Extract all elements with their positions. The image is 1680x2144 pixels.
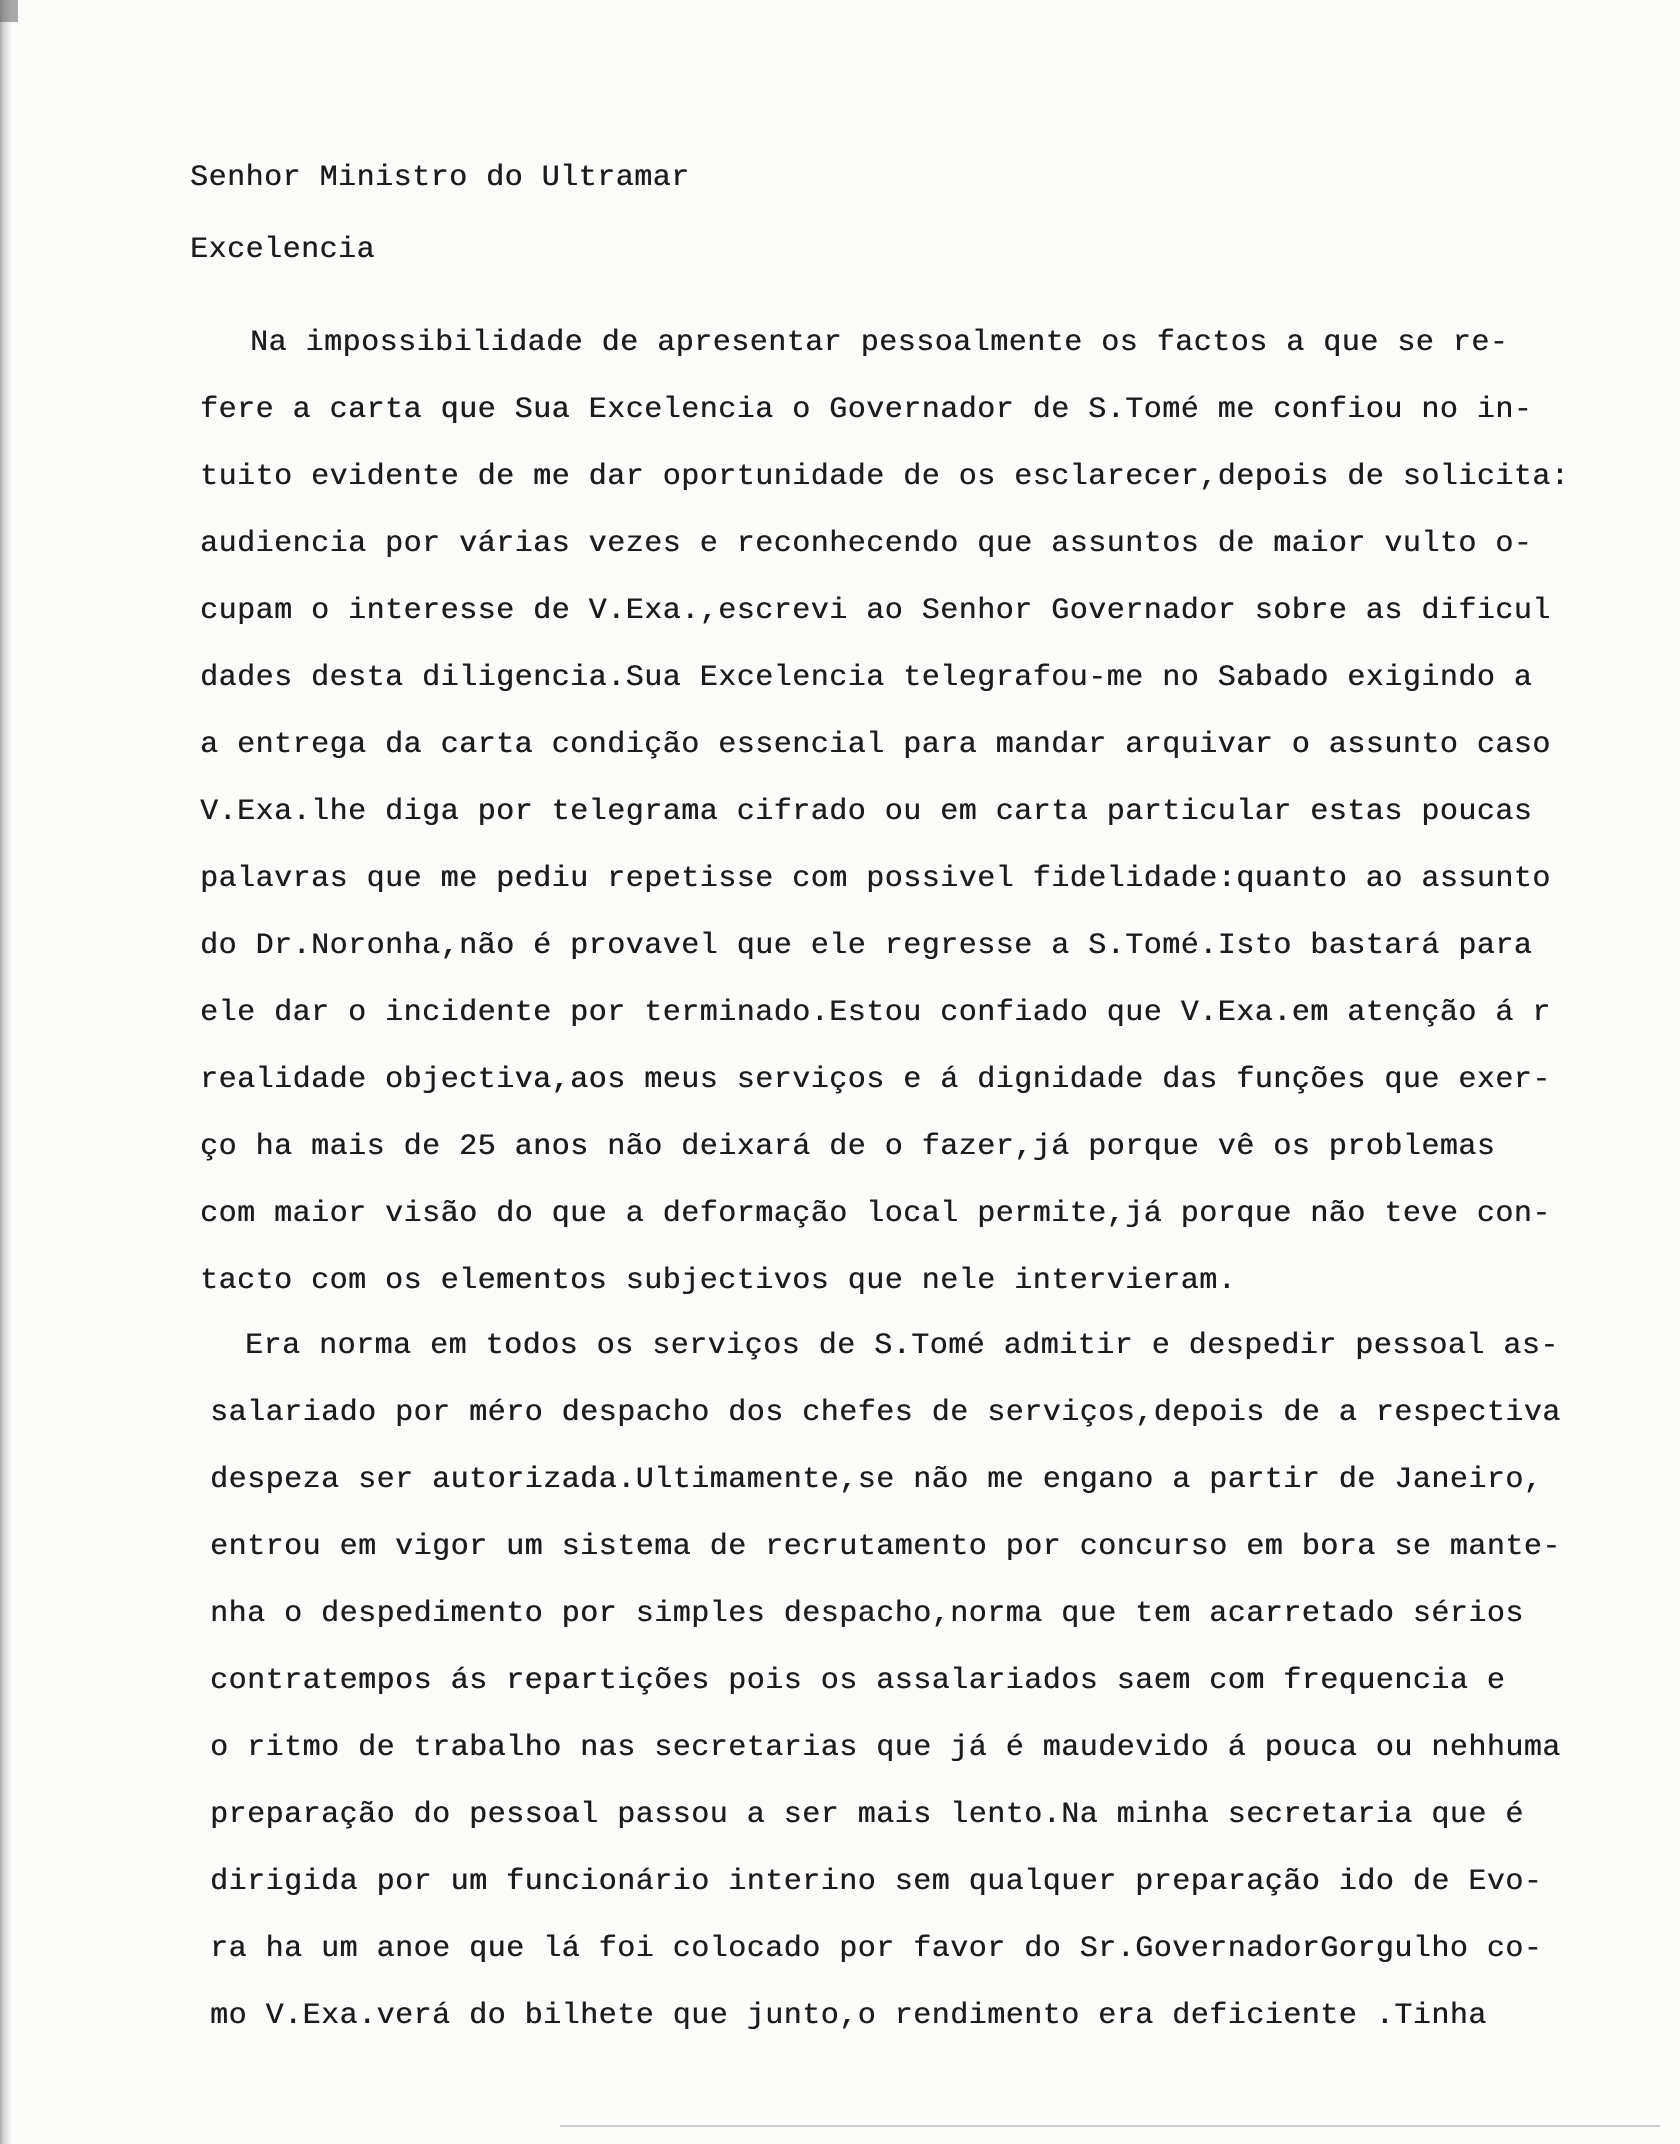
paragraph1-line: dades desta diligencia.Sua Excelencia telegrafou-me no Sabado exigindo a [200,661,1533,695]
paragraph2-line: salariado por méro despacho dos chefes de serviços,depois de a respectiva [210,1396,1561,1430]
paragraph2-line: contratempos ás repartições pois os assalariados saem com frequencia e [210,1664,1506,1698]
paragraph1-line: ço ha mais de 25 anos não deixará de o fazer,já porque vê os problemas [200,1130,1496,1164]
scan-corner-mark [0,0,18,22]
paragraph2-line: o ritmo de trabalho nas secretarias que já é maudevido á pouca ou nehhuma [210,1731,1561,1765]
paragraph1-line: do Dr.Noronha,não é provavel que ele regresse a S.Tomé.Isto bastará para [200,929,1533,963]
paragraph1-line: V.Exa.lhe diga por telegrama cifrado ou em carta particular estas poucas [200,795,1533,829]
paragraph2-line: nha o despedimento por simples despacho,norma que tem acarretado sérios [210,1597,1524,1631]
paragraph2-line: ra ha um anoe que lá foi colocado por favor do Sr.GovernadorGorgulho co- [210,1932,1543,1966]
paragraph2-line: entrou em vigor um sistema de recrutamento por concurso em bora se mante- [210,1530,1561,1564]
scan-bottom-line [560,2125,1660,2127]
paragraph1-line: com maior visão do que a deformação local permite,já porque não teve con- [200,1197,1551,1231]
paragraph1-line: cupam o interesse de V.Exa.,escrevi ao Senhor Governador sobre as dificul [200,594,1551,628]
paragraph2-line: preparação do pessoal passou a ser mais lento.Na minha secretaria que é [210,1798,1524,1832]
paragraph1-line: tuito evidente de me dar oportunidade de os esclarecer,depois de solicita: [200,460,1570,494]
paragraph1-line: ele dar o incidente por terminado.Estou confiado que V.Exa.em atenção á r [200,996,1551,1030]
paragraph1-line: tacto com os elementos subjectivos que nele intervieram. [200,1264,1237,1298]
salutation: Senhor Ministro do Ultramar [190,161,690,195]
paragraph1-line: realidade objectiva,aos meus serviços e á dignidade das funções que exer- [200,1063,1551,1097]
paragraph1-line: Na impossibilidade de apresentar pessoalmente os factos a que se re- [250,326,1509,360]
paragraph1-line: a entrega da carta condição essencial para mandar arquivar o assunto caso [200,728,1551,762]
paragraph2-line: Era norma em todos os serviços de S.Tomé admitir e despedir pessoal as- [245,1329,1559,1363]
paragraph1-line: audiencia por várias vezes e reconhecendo que assuntos de maior vulto o- [200,527,1533,561]
paragraph2-line: dirigida por um funcionário interino sem qualquer preparação ido de Evo- [210,1865,1543,1899]
scan-edge-shadow [0,0,12,2144]
paragraph2-line: despeza ser autorizada.Ultimamente,se não me engano a partir de Janeiro, [210,1463,1543,1497]
paragraph1-line: palavras que me pediu repetisse com possivel fidelidade:quanto ao assunto [200,862,1551,896]
address-line: Excelencia [190,233,376,267]
paragraph2-line: mo V.Exa.verá do bilhete que junto,o rendimento era deficiente .Tinha [210,1999,1487,2033]
paragraph1-line: fere a carta que Sua Excelencia o Governador de S.Tomé me confiou no in- [200,393,1533,427]
